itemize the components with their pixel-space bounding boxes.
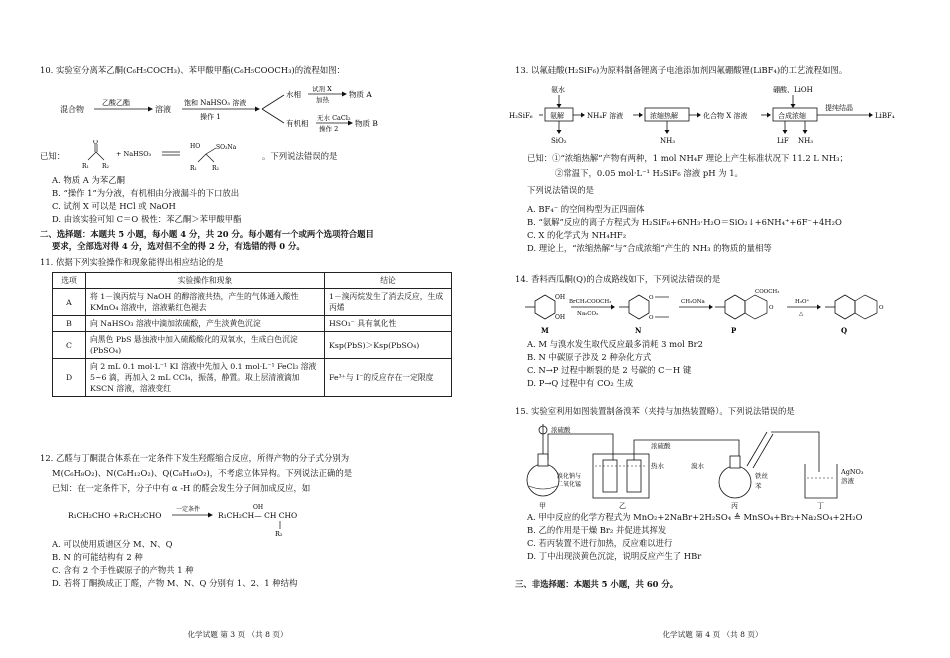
q10-r1-left: R₁ xyxy=(82,163,89,170)
q11-stem: 11. 依据下列实验操作和现象能得出相应结论的是 xyxy=(40,257,224,267)
q15-label-reagents-1: 溴化钠与 xyxy=(557,473,582,480)
p-o: O xyxy=(769,305,774,311)
table-row xyxy=(53,359,452,397)
q11-header-conclusion: 结论 xyxy=(325,273,452,289)
n-o-2: O xyxy=(649,315,654,321)
left-page-footer: 化学试题 第 3 页 （共 8 页） xyxy=(187,630,288,639)
q10-step1-reagent: 饱和 NaHSO₃ 溶液 xyxy=(184,99,247,107)
q13-notes xyxy=(515,152,945,196)
q10-option-b: B. “操作 1”为分液，有机相由分液漏斗的下口放出 xyxy=(52,188,240,198)
q11-row-b-option: B xyxy=(53,316,86,332)
q10-r2-left: R₂ xyxy=(102,163,109,170)
table-row xyxy=(53,332,452,359)
q11-row-c-option: C xyxy=(53,332,86,359)
q13-nh3-1: NH₃ xyxy=(660,137,676,145)
section-2-line1: 二、选择题：本题共 5 小题，每小题 4 分，共 20 分。每小题有一个或两个选项符合题目 xyxy=(40,229,374,239)
q13-option-b: B. “氨解”反应的离子方程式为 H₂SiF₆+6NH₃·H₂O＝SiO₂↓+6NH₄⁺+6F⁻+4H₂O xyxy=(527,217,842,227)
q11-row-a-conclusion: 1－溴丙烷发生了消去反应，生成丙烯 xyxy=(325,289,452,316)
q11-header-option: 选项 xyxy=(53,273,86,289)
q13-product: LiBF₄ xyxy=(875,112,895,120)
q13-boric: 硼酸、LiOH xyxy=(773,86,813,94)
q11-row-d-conclusion: Fe³⁺与 I⁻的反应存在一定限度 xyxy=(325,359,452,397)
q11-row-b-experiment: 向 NaHSO₃ 溶液中滴加浓硫酸，产生淡黄色沉淀 xyxy=(86,316,325,332)
q13-ammonolysis: 氨解 xyxy=(550,112,564,120)
q10-option-c: C. 试剂 X 可以是 HCl 或 NaOH xyxy=(52,201,176,211)
q10-solution: 溶液 xyxy=(155,105,171,114)
q10-known-tail: 。下列说法错误的是 xyxy=(262,151,338,161)
q13-option-a: A. BF₄⁻ 的空间构型为正四面体 xyxy=(527,204,645,214)
q10-option-a: A. 物质 A 为苯乙酮 xyxy=(52,175,125,185)
q10-known xyxy=(40,140,470,174)
q14-option-d: D. P→Q 过程中有 CO₂ 生成 xyxy=(527,378,634,388)
q12-reaction-right: R₁CH₂CH— CH CHO xyxy=(218,511,298,520)
q10-known-reaction xyxy=(80,140,260,174)
q14-cooch3: COOCH₃ xyxy=(755,289,780,295)
q12-option-d: D. 若将丁酮换成正丁醛，产物 M、N、Q 分别有 1、2、1 种结构 xyxy=(52,578,298,588)
q10-so3na: SO₃Na xyxy=(216,144,237,151)
q15-label-acid: 浓硫酸 xyxy=(551,426,571,434)
q10-step2: 操作 2 xyxy=(319,125,339,132)
q10-option-d: D. 由该实验可知 C＝O 极性：苯乙酮＞苯甲酸甲酯 xyxy=(52,214,242,224)
q10-product-b: 物质 B xyxy=(355,119,378,128)
q14-reagent-2: CH₃ONa xyxy=(681,299,705,305)
q15-options xyxy=(515,511,862,563)
q14-label-n: N xyxy=(635,326,642,335)
q14-stem: 14. 香料西瓜酮(Q)的合成路线如下，下列说法错误的是 xyxy=(515,274,721,284)
q14-option-c: C. N→P 过程中断裂的是 2 号碳的 C－H 键 xyxy=(527,365,692,375)
q10-organic: 有机相 xyxy=(286,119,309,128)
section-2-header xyxy=(40,228,465,252)
q14-label-q: Q xyxy=(841,326,848,335)
q15-label-benzene: 苯 xyxy=(755,482,762,490)
q12-oh: OH xyxy=(253,504,264,511)
q14-reagent-3: H₃O⁺ xyxy=(795,299,810,305)
q13-options xyxy=(515,203,842,255)
q15-option-d: D. 丁中出现淡黄色沉淀，说明反应产生了 HBr xyxy=(527,551,702,561)
m-oh-1: OH xyxy=(555,294,566,301)
q14-reagent-1: BrCH₂COOCH₃ xyxy=(569,299,612,305)
q14-label-m: M xyxy=(541,326,549,335)
q11-table xyxy=(52,272,452,397)
right-page xyxy=(475,0,950,658)
q10-options xyxy=(40,174,241,226)
table-row xyxy=(53,316,452,332)
q13-compound-x: 化合物 X 溶液 xyxy=(703,112,748,120)
q10-mixture: 混合物 xyxy=(60,105,84,114)
q11-header-row xyxy=(53,273,452,289)
section-2-line2: 要求，全部选对得 4 分，选对但不全的得 2 分，有选错的得 0 分。 xyxy=(52,241,305,251)
q10-product-a: 物质 A xyxy=(349,90,372,99)
q15-label-yi: 乙 xyxy=(619,502,626,510)
q15-label-iron-wire: 铁丝 xyxy=(755,472,768,480)
question-10 xyxy=(40,64,460,76)
q15-apparatus xyxy=(523,420,883,512)
q15-label-bromine-water: 溴水 xyxy=(691,462,704,470)
q13-lif: LiF xyxy=(777,137,789,145)
q11-row-d-option: D xyxy=(53,359,86,397)
q15-label-solution: 溶液 xyxy=(841,477,854,485)
q15-label-ding: 丁 xyxy=(817,502,824,510)
q10-heat: 加热 xyxy=(316,96,329,104)
m-oh-2: OH xyxy=(555,314,566,321)
q14-option-a: A. M 与溴水发生取代反应最多消耗 3 mol Br2 xyxy=(527,339,703,349)
table-row xyxy=(53,289,452,316)
q15-option-c: C. 若丙装置不进行加热，反应难以进行 xyxy=(527,538,673,548)
q14-option-b: B. N 中碳原子涉及 2 种杂化方式 xyxy=(527,352,652,362)
q12-option-c: C. 含有 2 个手性碳原子的产物共 1 种 xyxy=(52,565,194,575)
q12-options xyxy=(40,538,297,590)
q12-option-a: A. 可以使用质谱区分 M、N、Q xyxy=(52,539,173,549)
q10-r2-right: R₂ xyxy=(212,165,219,172)
q13-nh3-2: NH₃ xyxy=(798,137,814,145)
q14-reagent-1b: Na₂CO₃ xyxy=(577,311,599,317)
q13-stem: 13. 以氟硅酸(H₂SiF₆)为原料制备锂离子电池添加剂四氟硼酸锂(LiBF₄)的工艺流程如图。 xyxy=(515,65,848,75)
q13-tail: 下列说法错误的是 xyxy=(527,185,594,195)
q10-nahso3: + NaHSO₃ xyxy=(116,150,152,158)
q-o: O xyxy=(879,305,884,311)
q12-stem-2: M(C₆H₈O₂)、N(C₆H₁₂O₂)、Q(C₈H₁₆O₂)，不考虑立体异构。下列说法正确的是 xyxy=(52,468,353,478)
q11-row-c-conclusion: Ksp(PbS)＞Ksp(PbSO₄) xyxy=(325,332,452,359)
q12-reaction xyxy=(68,502,328,538)
q12-r2: R₂ xyxy=(275,530,283,538)
q15-label-hot-water: 热水 xyxy=(651,462,664,470)
q10-oh: HO xyxy=(190,143,201,150)
q11-header-experiment: 实验操作和现象 xyxy=(86,273,325,289)
q14-label-p: P xyxy=(731,326,737,335)
q10-drying: 无水 CaCl₂ xyxy=(317,114,351,122)
q14-synthesis-route xyxy=(519,287,939,337)
q12-option-b: B. N 的可能结构有 2 种 xyxy=(52,552,143,562)
q15-option-b: B. 乙的作用是干燥 Br₂ 并促进其挥发 xyxy=(527,525,667,535)
right-page-footer: 化学试题 第 4 页 （共 8 页） xyxy=(662,630,763,639)
q14-options xyxy=(515,338,703,390)
question-12 xyxy=(40,452,470,494)
q10-dissolve: 乙酸乙酯 xyxy=(102,99,130,107)
q15-label-agno3: AgNO₃ xyxy=(841,468,864,476)
q13-sio2: SiO₂ xyxy=(551,137,567,145)
q10-stem: 10. 实验室分离苯乙酮(C₆H₅COCH₃)、苯甲酸甲酯(C₆H₅COOCH₃)的流程如图： xyxy=(40,65,345,75)
q13-nh4f: NH₄F 溶液 xyxy=(587,112,624,120)
q11-row-c-experiment: 向黑色 PbS 悬浊液中加入硫酸酸化的双氧水，生成白色沉淀(PbSO₄) xyxy=(86,332,325,359)
q11-row-a-option: A xyxy=(53,289,86,316)
section-3-header: 三、非选择题：本题共 5 小题，共 60 分。 xyxy=(515,579,679,589)
q13-flowchart xyxy=(509,82,929,148)
q10-r1-right: R₁ xyxy=(190,165,197,172)
q10-oxygen: O xyxy=(93,140,98,146)
q12-condition: 一定条件 xyxy=(176,506,201,513)
q12-stem-3: 已知：在一定条件下，分子中有 α -H 的醛会发生分子间加成反应，如 xyxy=(52,483,311,493)
q13-synth-conc: 合成浓缩 xyxy=(778,112,806,120)
q13-note-2: ②常温下，0.05 mol·L⁻¹ H₂SiF₆ 溶液 pH 为 1。 xyxy=(555,168,743,178)
q10-flowchart xyxy=(60,86,390,132)
q12-reaction-left: R₁CH₂CHO +R₂CH₂CHO xyxy=(68,511,162,520)
q14-heat: △ xyxy=(799,311,804,317)
q11-row-b-conclusion: HSO₃⁻ 具有氧化性 xyxy=(325,316,452,332)
q15-stem: 15. 实验室利用如图装置制备溴苯（夹持与加热装置略）。下列说法错误的是 xyxy=(515,406,795,416)
q15-option-a: A. 甲中反应的化学方程式为 MnO₂+2NaBr+2H₂SO₄ ≜ MnSO₄+Br₂+Na₂SO₄+2H₂O xyxy=(527,512,863,522)
q10-known-label: 已知： xyxy=(40,151,66,161)
q10-step1: 操作 1 xyxy=(200,113,221,121)
q15-label-bing: 丙 xyxy=(731,502,738,510)
q13-option-d: D. 理论上，“浓缩热解”与“合成浓缩”产生的 NH₃ 的物质的量相等 xyxy=(527,243,772,253)
q11-row-a-experiment: 将 1－溴丙烷与 NaOH 的醇溶液共热，产生的气体通入酸性 KMnO₄ 溶液中，溶液紫红色褪去 xyxy=(86,289,325,316)
q12-stem-1: 12. 乙醛与丁酮混合体系在一定条件下发生羟醛缩合反应，所得产物的分子式分别为 xyxy=(40,453,350,463)
q13-recryst: 提纯结晶 xyxy=(825,104,853,112)
q11-row-d-experiment: 向 2 mL 0.1 mol·L⁻¹ KI 溶液中先加入 0.1 mol·L⁻¹ FeCl₃ 溶液 5~6 滴，再加入 2 mL CCl₄，振荡，静置。取上层清液滴加 KSCN 溶液，溶液变红 xyxy=(86,359,325,397)
q13-ammonia: 氨水 xyxy=(551,86,565,94)
q13-start: H₂SiF₆ xyxy=(509,112,533,120)
q15-label-h2so4: 浓硫酸 xyxy=(651,442,671,450)
q15-label-jia: 甲 xyxy=(539,502,546,510)
q13-conc-pyro: 浓缩热解 xyxy=(650,112,678,120)
q13-note-1: 已知：①“浓缩热解”产物有两种，1 mol NH₄F 理论上产生标准状况下 11.2 L NH₃； xyxy=(527,153,848,163)
q13-option-c: C. X 的化学式为 NH₄HF₂ xyxy=(527,230,627,240)
n-o-1: O xyxy=(649,295,654,301)
q10-aqueous: 水相 xyxy=(286,90,301,99)
q15-label-reagents-2: 二氧化锰 xyxy=(557,481,582,488)
q10-reagent-x: 试剂 X xyxy=(312,86,332,93)
